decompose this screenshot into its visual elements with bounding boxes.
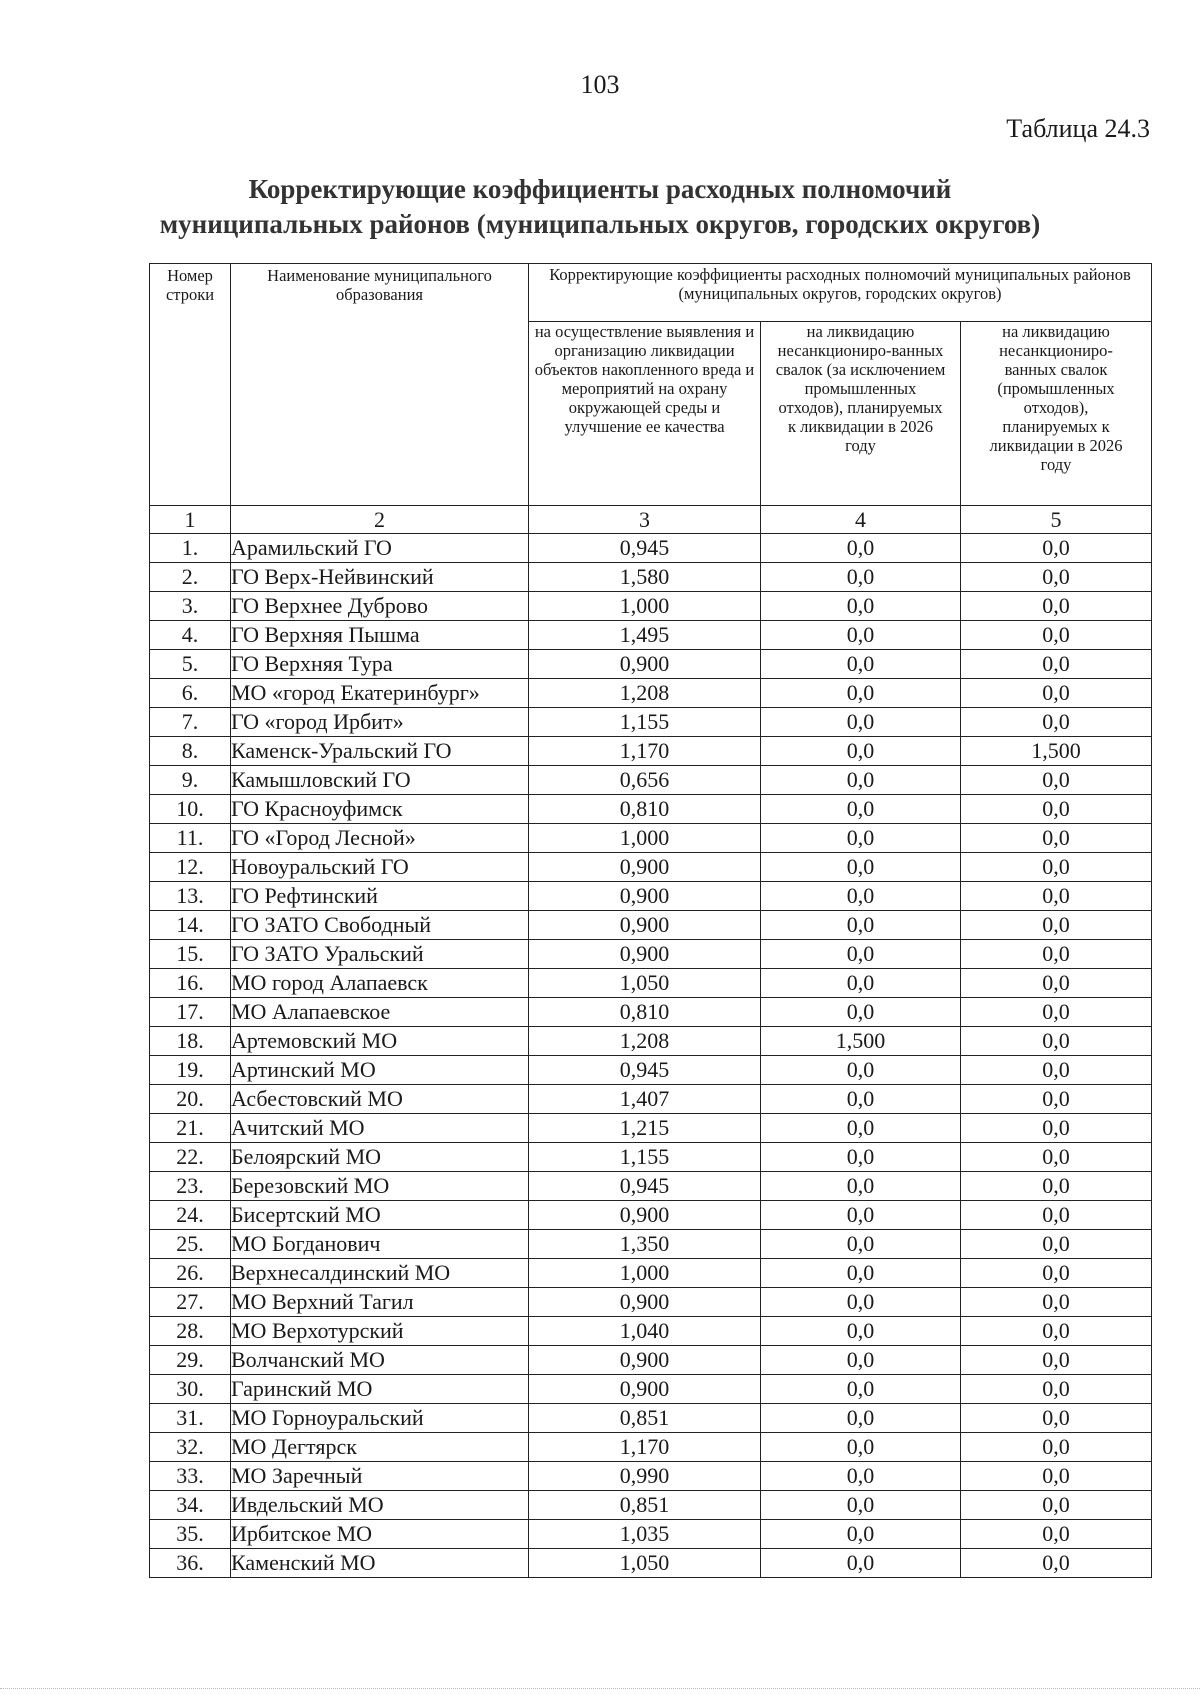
table-row bbox=[150, 853, 1152, 882]
coef-dumps-non-industrial-cell: 0,0 bbox=[761, 766, 961, 795]
coef-dumps-industrial-cell: 0,0 bbox=[961, 1056, 1152, 1085]
coef-dumps-non-industrial-cell: 0,0 bbox=[761, 882, 961, 911]
coef-accumulated-harm-cell: 1,170 bbox=[529, 737, 761, 766]
coef-dumps-non-industrial-cell: 0,0 bbox=[761, 621, 961, 650]
table-row bbox=[150, 1056, 1152, 1085]
municipality-name-cell: Ирбитское МО bbox=[231, 1520, 529, 1549]
municipality-name-cell: Верхнесалдинский МО bbox=[231, 1259, 529, 1288]
table-row bbox=[150, 1143, 1152, 1172]
table-row bbox=[150, 1433, 1152, 1462]
coef-accumulated-harm-cell: 0,900 bbox=[529, 853, 761, 882]
table-row bbox=[150, 969, 1152, 998]
coef-accumulated-harm-cell: 0,990 bbox=[529, 1462, 761, 1491]
table-row bbox=[150, 534, 1152, 563]
coef-accumulated-harm-cell: 0,945 bbox=[529, 1172, 761, 1201]
coef-accumulated-harm-cell: 0,900 bbox=[529, 940, 761, 969]
row-number-cell: 18. bbox=[150, 1027, 231, 1056]
table-row bbox=[150, 766, 1152, 795]
coef-dumps-industrial-cell: 0,0 bbox=[961, 1259, 1152, 1288]
coef-dumps-non-industrial-cell: 0,0 bbox=[761, 1056, 961, 1085]
table-row bbox=[150, 1288, 1152, 1317]
municipality-name-cell: МО Верхотурский bbox=[231, 1317, 529, 1346]
coef-accumulated-harm-cell: 1,155 bbox=[529, 708, 761, 737]
coef-dumps-industrial-cell: 0,0 bbox=[961, 1085, 1152, 1114]
coef-dumps-non-industrial-cell: 0,0 bbox=[761, 853, 961, 882]
row-number-cell: 25. bbox=[150, 1230, 231, 1259]
coef-dumps-industrial-cell: 0,0 bbox=[961, 853, 1152, 882]
coef-accumulated-harm-cell: 0,851 bbox=[529, 1404, 761, 1433]
coef-dumps-non-industrial-cell: 0,0 bbox=[761, 1201, 961, 1230]
coef-dumps-non-industrial-cell: 0,0 bbox=[761, 1462, 961, 1491]
coef-dumps-industrial-cell: 0,0 bbox=[961, 824, 1152, 853]
coef-accumulated-harm-cell: 1,208 bbox=[529, 1027, 761, 1056]
table-row bbox=[150, 795, 1152, 824]
row-number-cell: 36. bbox=[150, 1549, 231, 1578]
table-row bbox=[150, 563, 1152, 592]
coef-dumps-industrial-cell: 0,0 bbox=[961, 1230, 1152, 1259]
coef-accumulated-harm-cell: 1,000 bbox=[529, 592, 761, 621]
coef-accumulated-harm-cell: 0,945 bbox=[529, 1056, 761, 1085]
coef-dumps-non-industrial-cell: 0,0 bbox=[761, 1288, 961, 1317]
row-number-cell: 26. bbox=[150, 1259, 231, 1288]
coef-dumps-industrial-cell: 0,0 bbox=[961, 940, 1152, 969]
coef-dumps-non-industrial-cell: 0,0 bbox=[761, 911, 961, 940]
table-row bbox=[150, 1520, 1152, 1549]
municipality-name-cell: МО Богданович bbox=[231, 1230, 529, 1259]
header-row-number: Номер строки bbox=[150, 264, 231, 506]
coef-dumps-non-industrial-cell: 0,0 bbox=[761, 998, 961, 1027]
table-row bbox=[150, 882, 1152, 911]
coef-dumps-industrial-cell: 0,0 bbox=[961, 1520, 1152, 1549]
municipality-name-cell: ГО ЗАТО Свободный bbox=[231, 911, 529, 940]
table-row bbox=[150, 1172, 1152, 1201]
table-row bbox=[150, 679, 1152, 708]
row-number-cell: 7. bbox=[150, 708, 231, 737]
column-number: 2 bbox=[231, 506, 529, 534]
municipality-name-cell: МО город Алапаевск bbox=[231, 969, 529, 998]
municipality-name-cell: ГО Верх-Нейвинский bbox=[231, 563, 529, 592]
coef-dumps-industrial-cell: 0,0 bbox=[961, 911, 1152, 940]
table-row bbox=[150, 1549, 1152, 1578]
coef-accumulated-harm-cell: 1,215 bbox=[529, 1114, 761, 1143]
row-number-cell: 27. bbox=[150, 1288, 231, 1317]
coef-dumps-industrial-cell: 0,0 bbox=[961, 708, 1152, 737]
table-row bbox=[150, 737, 1152, 766]
row-number-cell: 13. bbox=[150, 882, 231, 911]
column-number: 4 bbox=[761, 506, 961, 534]
coef-dumps-industrial-cell: 0,0 bbox=[961, 1201, 1152, 1230]
table-row bbox=[150, 1317, 1152, 1346]
table-header bbox=[150, 264, 1152, 506]
coef-dumps-non-industrial-cell: 0,0 bbox=[761, 795, 961, 824]
row-number-cell: 33. bbox=[150, 1462, 231, 1491]
municipality-name-cell: МО «город Екатеринбург» bbox=[231, 679, 529, 708]
row-number-cell: 21. bbox=[150, 1114, 231, 1143]
column-number: 1 bbox=[150, 506, 231, 534]
coef-dumps-industrial-cell: 0,0 bbox=[961, 1433, 1152, 1462]
coef-dumps-non-industrial-cell: 0,0 bbox=[761, 592, 961, 621]
coef-accumulated-harm-cell: 0,851 bbox=[529, 1491, 761, 1520]
coef-accumulated-harm-cell: 0,900 bbox=[529, 650, 761, 679]
row-number-cell: 5. bbox=[150, 650, 231, 679]
municipality-name-cell: Артемовский МО bbox=[231, 1027, 529, 1056]
coef-dumps-industrial-cell: 0,0 bbox=[961, 534, 1152, 563]
coef-dumps-industrial-cell: 0,0 bbox=[961, 882, 1152, 911]
municipality-name-cell: ГО Красноуфимск bbox=[231, 795, 529, 824]
table-label: Таблица 24.3 bbox=[1006, 114, 1150, 143]
municipality-name-cell: МО Алапаевское bbox=[231, 998, 529, 1027]
coef-dumps-non-industrial-cell: 0,0 bbox=[761, 1520, 961, 1549]
coef-accumulated-harm-cell: 1,000 bbox=[529, 824, 761, 853]
row-number-cell: 34. bbox=[150, 1491, 231, 1520]
coef-accumulated-harm-cell: 1,407 bbox=[529, 1085, 761, 1114]
header-col-dumps-non-industrial: на ликвидацию несанкциониро-ванных свалок (за исключением промышленных отходов), планируемых к ликвидации в 2026 году bbox=[761, 322, 961, 506]
municipality-name-cell: Каменский МО bbox=[231, 1549, 529, 1578]
municipality-name-cell: ГО Верхнее Дуброво bbox=[231, 592, 529, 621]
coef-dumps-non-industrial-cell: 0,0 bbox=[761, 563, 961, 592]
coef-dumps-industrial-cell: 0,0 bbox=[961, 1404, 1152, 1433]
coef-dumps-non-industrial-cell: 0,0 bbox=[761, 737, 961, 766]
coef-dumps-industrial-cell: 0,0 bbox=[961, 1346, 1152, 1375]
row-number-cell: 11. bbox=[150, 824, 231, 853]
table-row bbox=[150, 1462, 1152, 1491]
coef-dumps-industrial-cell: 0,0 bbox=[961, 621, 1152, 650]
column-number: 3 bbox=[529, 506, 761, 534]
coef-dumps-non-industrial-cell: 0,0 bbox=[761, 650, 961, 679]
municipality-name-cell: ГО Рефтинский bbox=[231, 882, 529, 911]
municipality-name-cell: Каменск-Уральский ГО bbox=[231, 737, 529, 766]
coef-accumulated-harm-cell: 1,040 bbox=[529, 1317, 761, 1346]
table-row bbox=[150, 1346, 1152, 1375]
row-number-cell: 6. bbox=[150, 679, 231, 708]
row-number-cell: 32. bbox=[150, 1433, 231, 1462]
municipality-name-cell: Арамильский ГО bbox=[231, 534, 529, 563]
coef-dumps-non-industrial-cell: 0,0 bbox=[761, 1172, 961, 1201]
coef-dumps-non-industrial-cell: 0,0 bbox=[761, 1259, 961, 1288]
coef-accumulated-harm-cell: 1,350 bbox=[529, 1230, 761, 1259]
coef-accumulated-harm-cell: 0,945 bbox=[529, 534, 761, 563]
row-number-cell: 22. bbox=[150, 1143, 231, 1172]
coef-accumulated-harm-cell: 1,580 bbox=[529, 563, 761, 592]
table-row bbox=[150, 824, 1152, 853]
header-col-accumulated-harm: на осуществление выявления и организацию ликвидации объектов накопленного вреда и мероприятий на охрану окружающей среды и улучшение ее качества bbox=[529, 322, 761, 506]
coef-dumps-non-industrial-cell: 0,0 bbox=[761, 1143, 961, 1172]
row-number-cell: 16. bbox=[150, 969, 231, 998]
coef-dumps-industrial-cell: 0,0 bbox=[961, 1375, 1152, 1404]
coef-dumps-non-industrial-cell: 0,0 bbox=[761, 708, 961, 737]
coefficients-table bbox=[149, 263, 1152, 1578]
title-line-1: Корректирующие коэффициенты расходных полномочий bbox=[248, 174, 952, 204]
coef-accumulated-harm-cell: 1,050 bbox=[529, 969, 761, 998]
table-row bbox=[150, 708, 1152, 737]
row-number-cell: 24. bbox=[150, 1201, 231, 1230]
municipality-name-cell: Гаринский МО bbox=[231, 1375, 529, 1404]
row-number-cell: 17. bbox=[150, 998, 231, 1027]
municipality-name-cell: МО Дегтярск bbox=[231, 1433, 529, 1462]
coef-dumps-non-industrial-cell: 0,0 bbox=[761, 1549, 961, 1578]
coef-dumps-non-industrial-cell: 0,0 bbox=[761, 1433, 961, 1462]
coef-dumps-non-industrial-cell: 0,0 bbox=[761, 1491, 961, 1520]
coef-dumps-industrial-cell: 0,0 bbox=[961, 1143, 1152, 1172]
municipality-name-cell: ГО Верхняя Пышма bbox=[231, 621, 529, 650]
coef-accumulated-harm-cell: 1,000 bbox=[529, 1259, 761, 1288]
table-body bbox=[150, 534, 1152, 1578]
coef-accumulated-harm-cell: 0,900 bbox=[529, 1375, 761, 1404]
row-number-cell: 20. bbox=[150, 1085, 231, 1114]
coef-accumulated-harm-cell: 1,170 bbox=[529, 1433, 761, 1462]
municipality-name-cell: ГО ЗАТО Уральский bbox=[231, 940, 529, 969]
table-row bbox=[150, 998, 1152, 1027]
coef-dumps-industrial-cell: 0,0 bbox=[961, 969, 1152, 998]
table-row bbox=[150, 911, 1152, 940]
table-row bbox=[150, 621, 1152, 650]
coef-dumps-non-industrial-cell: 0,0 bbox=[761, 969, 961, 998]
row-number-cell: 4. bbox=[150, 621, 231, 650]
table-row bbox=[150, 1375, 1152, 1404]
table-row bbox=[150, 1259, 1152, 1288]
row-number-cell: 3. bbox=[150, 592, 231, 621]
municipality-name-cell: Бисертский МО bbox=[231, 1201, 529, 1230]
row-number-cell: 12. bbox=[150, 853, 231, 882]
coef-dumps-industrial-cell: 0,0 bbox=[961, 998, 1152, 1027]
row-number-cell: 15. bbox=[150, 940, 231, 969]
row-number-cell: 31. bbox=[150, 1404, 231, 1433]
table-row bbox=[150, 1230, 1152, 1259]
coef-dumps-non-industrial-cell: 1,500 bbox=[761, 1027, 961, 1056]
table-row bbox=[150, 1491, 1152, 1520]
table-row bbox=[150, 1027, 1152, 1056]
row-number-cell: 30. bbox=[150, 1375, 231, 1404]
municipality-name-cell: Новоуральский ГО bbox=[231, 853, 529, 882]
municipality-name-cell: Волчанский МО bbox=[231, 1346, 529, 1375]
coef-dumps-non-industrial-cell: 0,0 bbox=[761, 1346, 961, 1375]
coef-dumps-industrial-cell: 0,0 bbox=[961, 592, 1152, 621]
coef-dumps-industrial-cell: 0,0 bbox=[961, 1172, 1152, 1201]
table-row bbox=[150, 940, 1152, 969]
coef-dumps-non-industrial-cell: 0,0 bbox=[761, 1404, 961, 1433]
table-row bbox=[150, 592, 1152, 621]
coef-dumps-industrial-cell: 0,0 bbox=[961, 1317, 1152, 1346]
coef-accumulated-harm-cell: 0,900 bbox=[529, 1201, 761, 1230]
coef-accumulated-harm-cell: 0,900 bbox=[529, 882, 761, 911]
table-row bbox=[150, 1201, 1152, 1230]
coef-accumulated-harm-cell: 0,900 bbox=[529, 911, 761, 940]
coef-dumps-industrial-cell: 0,0 bbox=[961, 1288, 1152, 1317]
table-row bbox=[150, 1114, 1152, 1143]
coef-accumulated-harm-cell: 0,900 bbox=[529, 1346, 761, 1375]
municipality-name-cell: ГО Верхняя Тура bbox=[231, 650, 529, 679]
coef-dumps-industrial-cell: 0,0 bbox=[961, 1491, 1152, 1520]
page-edge-line bbox=[0, 1688, 1200, 1691]
municipality-name-cell: Камышловский ГО bbox=[231, 766, 529, 795]
column-number: 5 bbox=[961, 506, 1152, 534]
header-col-dumps-industrial: на ликвидацию несанкциониро-ванных свалок (промышленных отходов), планируемых к ликвидации в 2026 году bbox=[961, 322, 1152, 506]
coef-dumps-non-industrial-cell: 0,0 bbox=[761, 1375, 961, 1404]
page-number: 103 bbox=[580, 70, 620, 99]
row-number-cell: 9. bbox=[150, 766, 231, 795]
coef-accumulated-harm-cell: 1,035 bbox=[529, 1520, 761, 1549]
municipality-name-cell: ГО «Город Лесной» bbox=[231, 824, 529, 853]
coef-accumulated-harm-cell: 1,155 bbox=[529, 1143, 761, 1172]
coef-dumps-industrial-cell: 0,0 bbox=[961, 679, 1152, 708]
table-row bbox=[150, 650, 1152, 679]
coef-dumps-non-industrial-cell: 0,0 bbox=[761, 534, 961, 563]
coef-dumps-industrial-cell: 0,0 bbox=[961, 795, 1152, 824]
row-number-cell: 8. bbox=[150, 737, 231, 766]
coef-accumulated-harm-cell: 1,208 bbox=[529, 679, 761, 708]
municipality-name-cell: МО Заречный bbox=[231, 1462, 529, 1491]
coef-dumps-industrial-cell: 0,0 bbox=[961, 563, 1152, 592]
coef-dumps-non-industrial-cell: 0,0 bbox=[761, 824, 961, 853]
coef-dumps-industrial-cell: 0,0 bbox=[961, 1114, 1152, 1143]
coef-dumps-industrial-cell: 0,0 bbox=[961, 766, 1152, 795]
municipality-name-cell: Белоярский МО bbox=[231, 1143, 529, 1172]
row-number-cell: 35. bbox=[150, 1520, 231, 1549]
row-number-cell: 1. bbox=[150, 534, 231, 563]
coef-dumps-industrial-cell: 1,500 bbox=[961, 737, 1152, 766]
row-number-cell: 2. bbox=[150, 563, 231, 592]
municipality-name-cell: Ивдельский МО bbox=[231, 1491, 529, 1520]
document-title bbox=[0, 172, 1200, 242]
municipality-name-cell: ГО «город Ирбит» bbox=[231, 708, 529, 737]
row-number-cell: 14. bbox=[150, 911, 231, 940]
coef-dumps-non-industrial-cell: 0,0 bbox=[761, 1317, 961, 1346]
coef-dumps-non-industrial-cell: 0,0 bbox=[761, 1114, 961, 1143]
table-row bbox=[150, 1085, 1152, 1114]
coef-dumps-industrial-cell: 0,0 bbox=[961, 1462, 1152, 1491]
coef-accumulated-harm-cell: 0,656 bbox=[529, 766, 761, 795]
row-number-cell: 28. bbox=[150, 1317, 231, 1346]
coef-accumulated-harm-cell: 1,495 bbox=[529, 621, 761, 650]
coef-dumps-non-industrial-cell: 0,0 bbox=[761, 940, 961, 969]
row-number-cell: 19. bbox=[150, 1056, 231, 1085]
coef-accumulated-harm-cell: 1,050 bbox=[529, 1549, 761, 1578]
coef-accumulated-harm-cell: 0,810 bbox=[529, 998, 761, 1027]
row-number-cell: 29. bbox=[150, 1346, 231, 1375]
header-municipality-name: Наименование муниципального образования bbox=[231, 264, 529, 506]
row-number-cell: 10. bbox=[150, 795, 231, 824]
title-line-2: муниципальных районов (муниципальных округов, городских округов) bbox=[159, 209, 1041, 239]
municipality-name-cell: МО Горноуральский bbox=[231, 1404, 529, 1433]
coef-dumps-non-industrial-cell: 0,0 bbox=[761, 679, 961, 708]
coef-dumps-non-industrial-cell: 0,0 bbox=[761, 1085, 961, 1114]
coef-dumps-non-industrial-cell: 0,0 bbox=[761, 1230, 961, 1259]
row-number-cell: 23. bbox=[150, 1172, 231, 1201]
table-row bbox=[150, 1404, 1152, 1433]
municipality-name-cell: Асбестовский МО bbox=[231, 1085, 529, 1114]
coef-accumulated-harm-cell: 0,810 bbox=[529, 795, 761, 824]
municipality-name-cell: МО Верхний Тагил bbox=[231, 1288, 529, 1317]
coef-dumps-industrial-cell: 0,0 bbox=[961, 650, 1152, 679]
coef-dumps-industrial-cell: 0,0 bbox=[961, 1027, 1152, 1056]
municipality-name-cell: Артинский МО bbox=[231, 1056, 529, 1085]
coef-dumps-industrial-cell: 0,0 bbox=[961, 1549, 1152, 1578]
coef-accumulated-harm-cell: 0,900 bbox=[529, 1288, 761, 1317]
header-coefficients-group: Корректирующие коэффициенты расходных полномочий муниципальных районов (муниципальных округов, городских округов) bbox=[529, 264, 1152, 322]
municipality-name-cell: Березовский МО bbox=[231, 1172, 529, 1201]
municipality-name-cell: Ачитский МО bbox=[231, 1114, 529, 1143]
column-numbers-row bbox=[150, 506, 1152, 534]
